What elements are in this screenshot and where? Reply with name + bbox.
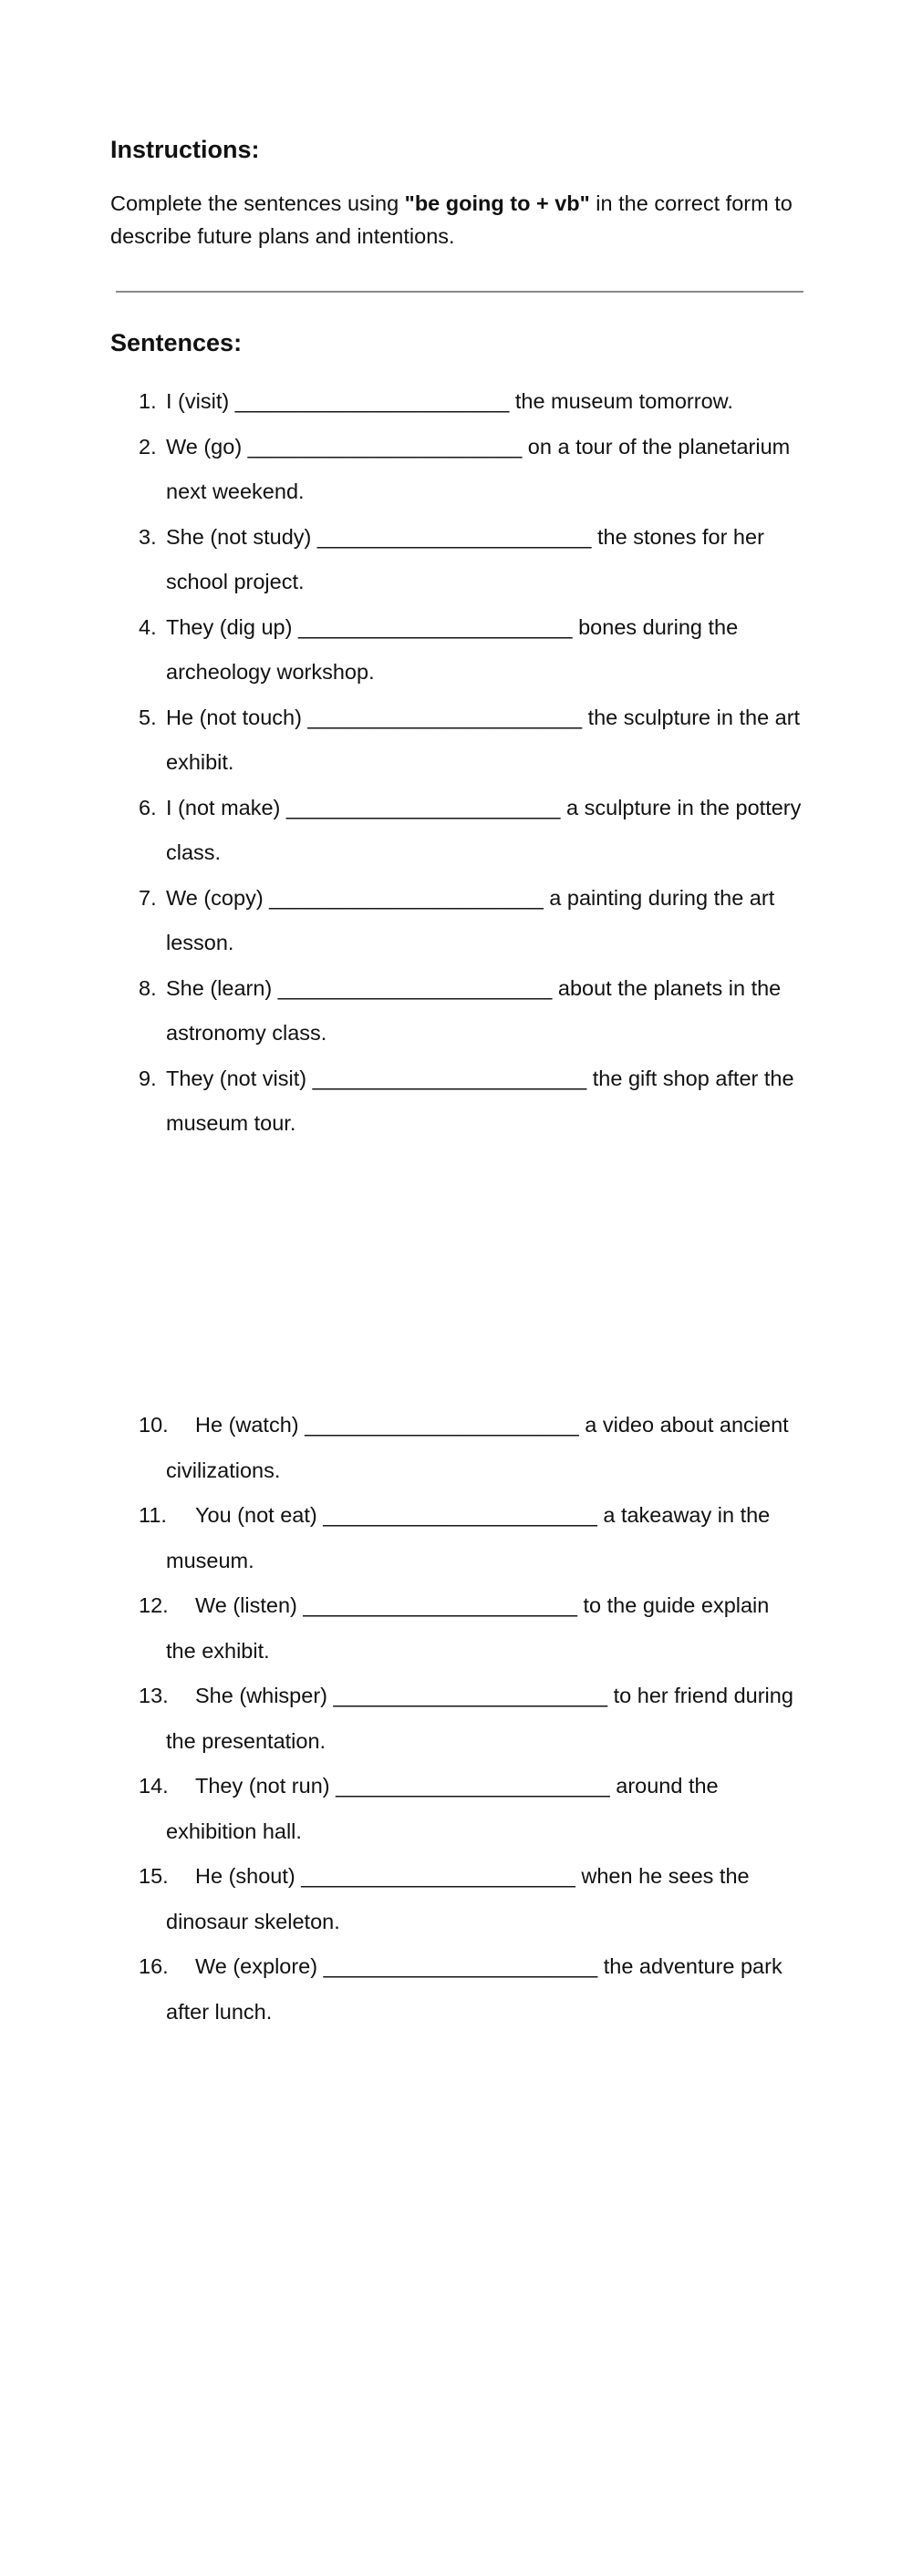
sentence-item-8 [0, 966, 804, 1056]
sentence-number: 4. [139, 614, 157, 639]
sentence-text: You (not eat) _______________________ a takeaway in the museum. [166, 1503, 771, 1572]
sentence-text: She (whisper) _______________________ to her friend during the presentation. [166, 1684, 793, 1753]
sentence-item-11 [0, 1493, 804, 1583]
sentence-item-1 [0, 379, 804, 425]
sentence-text: She (learn) _______________________ about the planets in the astronomy class. [166, 975, 782, 1045]
sentence-text: We (listen) _______________________ to the guide explain the exhibit. [166, 1593, 770, 1663]
sentence-number: 8. [139, 975, 157, 1000]
sentence-text: He (not touch) _______________________ the sculpture in the art exhibit. [166, 705, 801, 774]
sentence-text: I (not make) _______________________ a sculpture in the pottery class. [166, 795, 802, 864]
sentence-text: They (not run) _______________________ around the exhibition hall. [166, 1774, 719, 1843]
sentence-number: 13. [139, 1684, 169, 1707]
section-divider [116, 291, 803, 293]
sentence-number: 16. [139, 1954, 169, 1978]
sentence-number: 12. [139, 1593, 169, 1617]
sentence-item-2 [0, 425, 804, 515]
instructions-text-before: Complete the sentences using [110, 191, 405, 215]
sentence-item-6 [0, 786, 804, 876]
instructions-text [110, 187, 813, 252]
sentence-number: 6. [139, 795, 157, 819]
sentence-item-12 [0, 1583, 804, 1674]
sentence-item-4 [0, 605, 804, 696]
sentence-item-16 [0, 1944, 804, 2035]
sentence-number: 9. [139, 1066, 157, 1090]
sentence-item-5 [0, 696, 804, 786]
sentence-number: 10. [139, 1413, 169, 1437]
sentence-number: 5. [139, 705, 157, 729]
sentences-heading: Sentences: [110, 329, 243, 356]
sentence-item-7 [0, 876, 804, 966]
sentence-text: We (explore) _______________________ the adventure park after lunch. [166, 1954, 782, 2024]
sentence-number: 7. [139, 885, 157, 910]
sentence-item-10 [0, 1403, 804, 1493]
sentence-text: We (go) _______________________ on a tour of the planetarium next weekend. [166, 434, 791, 503]
sentence-number: 2. [139, 434, 157, 459]
sentence-item-9 [0, 1056, 804, 1147]
sentence-item-15 [0, 1854, 804, 1944]
sentence-text: He (shout) _______________________ when he sees the dinosaur skeleton. [166, 1864, 750, 1933]
instructions-text-bold: "be going to + vb" [404, 191, 590, 215]
sentence-item-14 [0, 1764, 804, 1854]
sentence-number: 1. [139, 389, 157, 413]
instructions-text-after: in the correct form to describe future plans and intentions. [110, 191, 793, 248]
sentence-text: We (copy) _______________________ a painting during the art lesson. [166, 885, 775, 954]
sentence-item-13 [0, 1674, 804, 1764]
sentence-text: He (watch) _______________________ a video about ancient civilizations. [166, 1413, 789, 1482]
sentence-text: They (not visit) _______________________ the gift shop after the museum tour. [166, 1066, 794, 1135]
sentence-text: They (dig up) _______________________ bones during the archeology workshop. [166, 614, 739, 684]
sentence-text: She (not study) _______________________ the stones for her school project. [166, 524, 764, 593]
sentence-text: I (visit) _______________________ the museum tomorrow. [166, 389, 733, 413]
sentence-list-page-part-2 [0, 1403, 912, 2035]
sentence-number: 3. [139, 524, 157, 549]
sentence-item-3 [0, 515, 804, 605]
sentence-number: 14. [139, 1774, 169, 1798]
sentence-list-page-part-1 [0, 379, 912, 1147]
sentence-number: 15. [139, 1864, 169, 1888]
instructions-heading: Instructions: [110, 136, 260, 163]
sentence-number: 11. [139, 1503, 167, 1527]
